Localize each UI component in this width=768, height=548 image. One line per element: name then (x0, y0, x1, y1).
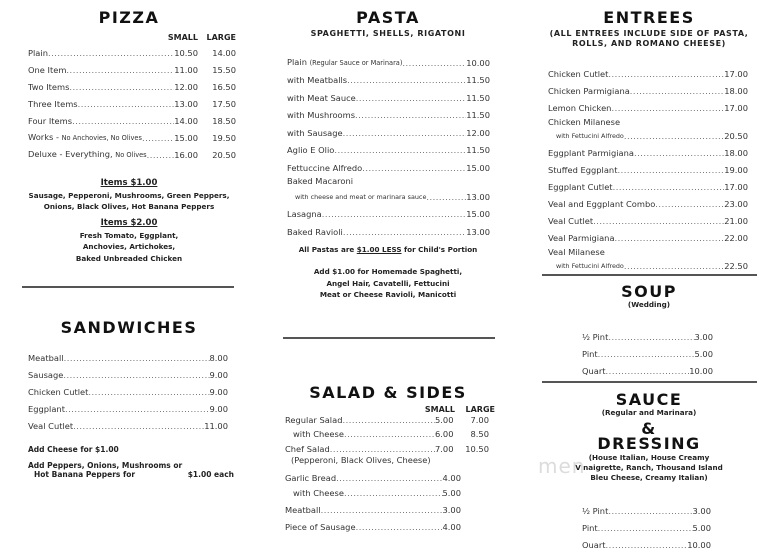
entree-item-name: Chicken Milanese (548, 117, 621, 127)
salad-column-headers: SMALL LARGE (424, 405, 495, 414)
pizza-col-large: LARGE (206, 33, 236, 42)
pasta-item: with Mushrooms ..... 11.50 (287, 104, 490, 122)
entrees-subtitle: (ALL ENTREES INCLUDE SIDE OF PASTA, ROLLS, AND ROMANO CHEESE) (549, 29, 749, 48)
pasta-list (287, 51, 490, 238)
pizza-list (28, 42, 236, 161)
pizza-item: Works - No Anchovies, No Olives ..... 15.00 19.50 (28, 127, 236, 144)
entrees-title: ENTREES (603, 8, 695, 27)
pizza-toppings-1: Items $1.00 Sausage, Pepperoni, Mushrooms, Green Peppers, Onions, Black Olives, Hot Banana Peppers (28, 178, 230, 211)
pizza-col-small: SMALL (167, 33, 198, 42)
entree-item: Veal Cutlet ..... 21.00 (548, 210, 748, 227)
sandwich-item: Veal Cutlet ..... 11.00 (28, 415, 228, 432)
divider (283, 337, 495, 339)
pasta-item: with Meat Sauce ..... 11.50 (287, 86, 490, 104)
salad-item: Chef Salad ..... 7.00 10.50 (285, 440, 489, 455)
add-cheese-note: Add Cheese for $1.00 (28, 445, 119, 454)
sauce-item: ½ Pint ..... 3.00 (582, 500, 711, 517)
pizza-item: Three Items ..... 13.00 17.50 (28, 93, 236, 110)
sauce-title: SAUCE (615, 390, 683, 409)
entree-item: Lemon Chicken ..... 17.00 (548, 97, 748, 114)
dressing-options: (House Italian, House Creamy Vinaigrette, Ranch, Thousand Island Bleu Cheese, Creamy Italian) (575, 453, 723, 482)
sandwich-item: Sausage ..... 9.00 (28, 364, 228, 381)
side-item: Piece of Sausage ..... 4.00 (285, 516, 461, 533)
pizza-item: Plain ..... 10.50 14.00 (28, 42, 236, 59)
soup-item: Quart ..... 10.00 (582, 360, 713, 377)
side-item: with Cheese ..... 5.00 (285, 484, 461, 499)
sauce-item: Quart ..... 10.00 (582, 534, 711, 548)
pizza-item: Four Items ..... 14.00 18.50 (28, 110, 236, 127)
pasta-item-name: Baked Macaroni (287, 175, 354, 186)
entree-item: Chicken Parmigiana ..... 18.00 (548, 80, 748, 97)
salad-item: Regular Salad ..... 5.00 7.00 (285, 414, 489, 426)
pasta-title: PASTA (356, 8, 420, 27)
dressing-title: DRESSING (597, 434, 701, 453)
pizza-column-headers (22, 33, 236, 42)
salad-sides-title: SALAD & SIDES (309, 383, 467, 402)
sauce-item: Pint ..... 5.00 (582, 517, 711, 534)
entree-item-name: Veal Milanese (548, 247, 605, 257)
entree-item: Stuffed Eggplant ..... 19.00 (548, 159, 748, 176)
sauce-subtitle: (Regular and Marinara) (601, 408, 697, 417)
divider (542, 274, 757, 276)
divider (22, 286, 234, 288)
side-item: Garlic Bread ..... 4.00 (285, 472, 461, 484)
soup-title: SOUP (621, 282, 677, 301)
entree-item: Eggplant Cutlet ..... 17.00 (548, 176, 748, 193)
soup-subtitle: (Wedding) (627, 300, 671, 309)
chef-salad-note: (Pepperoni, Black Olives, Cheese) (291, 455, 431, 465)
sandwiches-list (28, 347, 228, 432)
pasta-subtitle: SPAGHETTI, SHELLS, RIGATONI (310, 29, 466, 38)
pizza-item: Two Items ..... 12.00 16.50 (28, 76, 236, 93)
sandwich-item: Eggplant ..... 9.00 (28, 398, 228, 415)
entree-item: with Fettucini Alfredo ..... 22.50 (548, 258, 748, 272)
add-peppers-note: Add Peppers, Onions, Mushrooms or Hot Banana Peppers for $1.00 each (28, 461, 234, 479)
sandwich-item: Meatball ..... 8.00 (28, 347, 228, 364)
sauce-list (582, 500, 711, 548)
pizza-item: One Item ..... 11.00 15.50 (28, 59, 236, 76)
soup-item: Pint ..... 5.00 (582, 343, 713, 360)
salad-item: with Cheese ..... 6.00 8.50 (285, 426, 489, 440)
entree-item: with Fettucini Alfredo ..... 20.50 (548, 128, 748, 142)
pasta-item: with Sausage ..... 12.00 (287, 121, 490, 139)
ampersand: & (641, 419, 657, 438)
pasta-item: Lasagna ..... 15.00 (287, 203, 490, 221)
homemade-pasta-note: Add $1.00 for Homemade Spaghetti, Angel Hair, Cavatelli, Fettucini Meat or Cheese Ravioli, Manicotti (313, 267, 463, 299)
child-portion-note: All Pastas are $1.00 LESS for Child's Portion (298, 245, 478, 254)
soup-item: ½ Pint ..... 3.00 (582, 326, 713, 343)
pasta-item: Fettuccine Alfredo ..... 15.00 (287, 156, 490, 174)
pasta-item: Aglio E Olio ..... 11.50 (287, 139, 490, 157)
sandwich-item: Chicken Cutlet ..... 9.00 (28, 381, 228, 398)
entree-item: Chicken Cutlet ..... 17.00 (548, 63, 748, 80)
entrees-list (548, 63, 748, 272)
entree-item: Eggplant Parmigiana ..... 18.00 (548, 142, 748, 159)
salad-list (285, 414, 489, 533)
pizza-item: Deluxe - Everything, No Olives ..... 16.00 20.50 (28, 144, 236, 161)
watermark-logo: men (538, 454, 586, 478)
pizza-title: PIZZA (98, 8, 160, 27)
pasta-item: with Meatballs ..... 11.50 (287, 69, 490, 87)
pasta-item: Plain (Regular Sauce or Marinara) ..... 10.00 (287, 51, 490, 69)
side-item: Meatball ..... 3.00 (285, 499, 461, 516)
entree-item: Veal and Eggplant Combo ..... 23.00 (548, 193, 748, 210)
entree-item: Veal Parmigiana ..... 22.00 (548, 227, 748, 244)
divider (542, 381, 757, 383)
soup-list (582, 326, 713, 377)
pasta-item: with cheese and meat or marinara sauce ..... 13.00 (287, 187, 490, 203)
pasta-item: Baked Ravioli ..... 13.00 (287, 220, 490, 238)
pizza-toppings-2: Items $2.00 Fresh Tomato, Eggplant, Anchovies, Artichokes, Baked Unbreaded Chicken (75, 218, 183, 263)
sandwiches-title: SANDWICHES (60, 318, 198, 337)
